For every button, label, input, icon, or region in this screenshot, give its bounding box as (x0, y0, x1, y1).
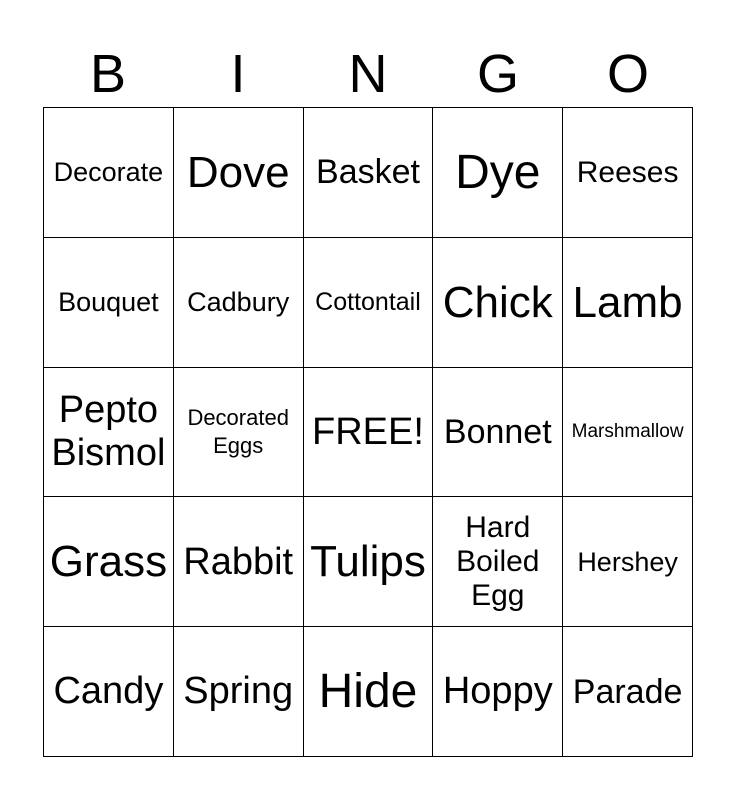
bingo-cell[interactable]: Chick (433, 238, 563, 368)
bingo-header (43, 40, 693, 108)
bingo-cell[interactable]: Cadbury (174, 238, 304, 368)
bingo-cell[interactable]: Bouquet (44, 238, 174, 368)
bingo-cell[interactable]: Rabbit (174, 497, 304, 627)
bingo-cell[interactable]: Hide (304, 627, 434, 757)
bingo-cell[interactable]: Hoppy (433, 627, 563, 757)
bingo-cell[interactable]: Bonnet (433, 368, 563, 498)
bingo-cell[interactable]: Cottontail (304, 238, 434, 368)
bingo-card-grid (43, 107, 693, 757)
header-letter-o: O (606, 44, 649, 104)
bingo-cell[interactable]: Dove (174, 108, 304, 238)
bingo-cell[interactable]: Reeses (563, 108, 693, 238)
bingo-cell[interactable]: Parade (563, 627, 693, 757)
bingo-cell[interactable]: Marshmallow (563, 368, 693, 498)
bingo-cell[interactable]: Spring (174, 627, 304, 757)
bingo-cell[interactable]: Candy (44, 627, 174, 757)
bingo-cell[interactable]: Dye (433, 108, 563, 238)
bingo-cell[interactable]: Decorate (44, 108, 174, 238)
bingo-cell[interactable]: Hard Boiled Egg (433, 497, 563, 627)
header-letter-b: B (89, 44, 127, 104)
free-space-cell[interactable]: FREE! (304, 368, 434, 498)
bingo-cell[interactable]: Decorated Eggs (174, 368, 304, 498)
bingo-cell[interactable]: Pepto Bismol (44, 368, 174, 498)
header-letter-n: N (348, 44, 388, 104)
header-letter-i: I (230, 44, 246, 104)
bingo-cell[interactable]: Basket (304, 108, 434, 238)
header-letter-g: G (476, 44, 519, 104)
bingo-cell[interactable]: Hershey (563, 497, 693, 627)
bingo-cell[interactable]: Lamb (563, 238, 693, 368)
bingo-cell[interactable]: Tulips (304, 497, 434, 627)
bingo-cell[interactable]: Grass (44, 497, 174, 627)
